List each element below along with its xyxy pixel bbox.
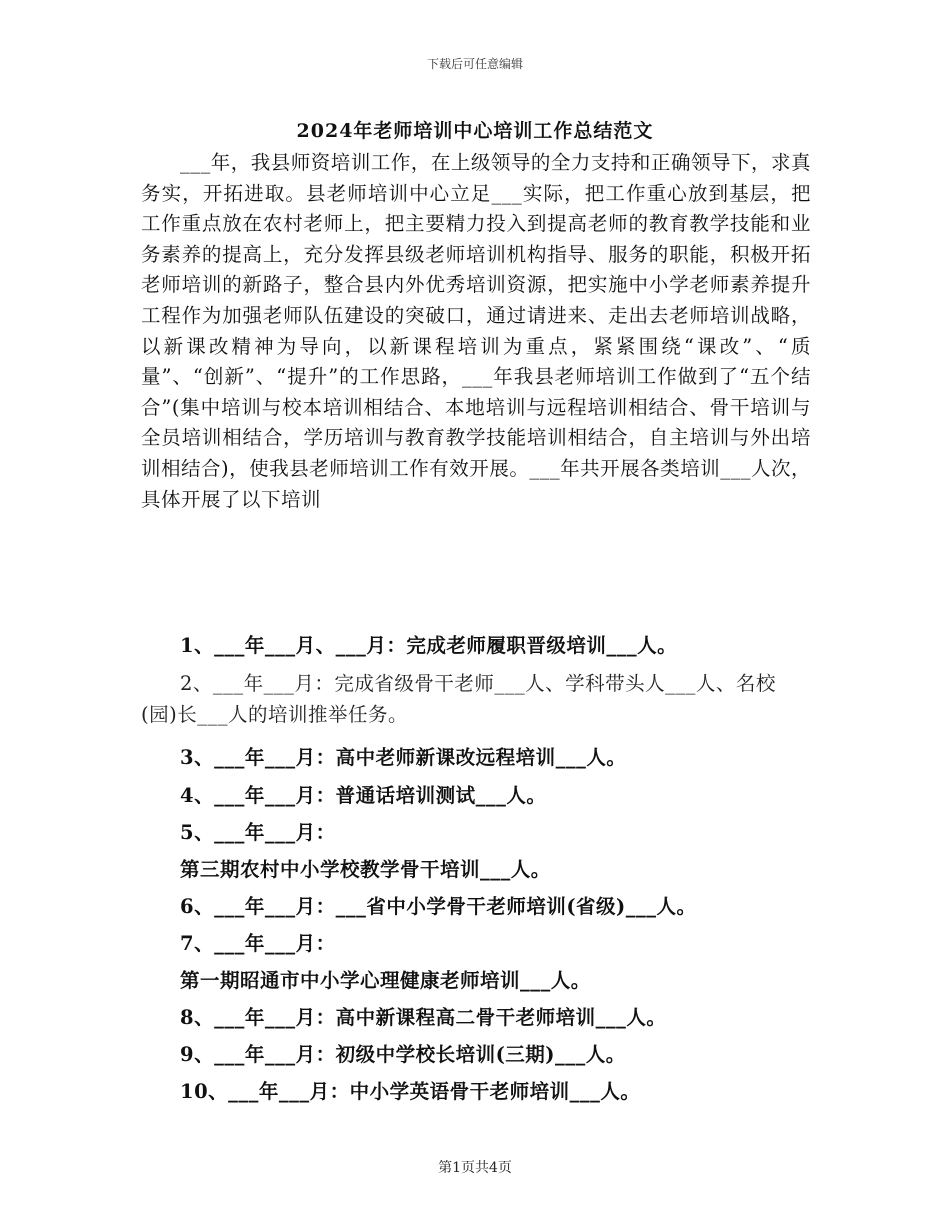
- list-item-subline: [141, 855, 811, 886]
- list-item: [141, 631, 811, 662]
- list-item-text: 4、___年___月：普通话培训测试___人。: [180, 784, 547, 807]
- list-item-subtext: 第三期农村中小学校教学骨干培训___人。: [180, 858, 551, 881]
- list-item-text: 7、___年___月：: [180, 932, 336, 955]
- header-note: 下载后可任意编辑: [426, 57, 523, 71]
- list-item-text: 3、___年___月：高中老师新课改远程培训___人。: [180, 746, 627, 769]
- list-item-text: 2、___年___月：完成省级骨干老师___人、学科带头人___人、名校(园)长___人的培训推举任务。: [141, 672, 776, 726]
- list-item: [141, 743, 811, 774]
- list-item-text: 5、___年___月：: [180, 821, 336, 844]
- list-item: [141, 929, 811, 960]
- page-number: 第1页共4页: [438, 1160, 512, 1176]
- list-item-subline: [141, 966, 811, 997]
- list-item: [141, 892, 811, 923]
- intro-paragraph: ___年，我县师资培训工作，在上级领导的全力支持和正确领导下，求真务实，开拓进取。县老师培训中心立足___实际，把工作重心放到基层，把工作重点放在农村老师上，把主要精力投入到提高老师的教育教学技能和业务素养的提高上，充分发挥县级老师培训机构指导、服务的职能，积极开拓老师培训的新路子，整合县内外优秀培训资源，把实施中小学老师素养提升工程作为加强老师队伍建设的突破口，通过请进来、走出去老师培训战略，以新课改精神为导向，以新课程培训为重点，紧紧围绕“课改”、“质量”、“创新”、“提升”的工作思路，___年我县老师培训工作做到了“五个结合”(集中培训与校本培训相结合、本地培训与远程培训相结合、骨干培训与全员培训相结合，学历培训与教育教学技能培训相结合，自主培训与外出培训相结合)，使我县老师培训工作有效开展。___年共开展各类培训___人次，具体开展了以下培训: [141, 151, 811, 511]
- list-item: [141, 1003, 811, 1034]
- list-item-text: 9、___年___月：初级中学校长培训(三期)___人。: [180, 1043, 626, 1066]
- list-item: [141, 781, 811, 812]
- list-item: [141, 669, 811, 730]
- list-item-subtext: 第一期昭通市中小学心理健康老师培训___人。: [180, 969, 591, 992]
- list-item: [141, 1040, 811, 1071]
- document-title: 2024年老师培训中心培训工作总结范文: [296, 120, 654, 142]
- list-item: [141, 818, 811, 849]
- list-item-text: 6、___年___月：___省中小学骨干老师培训(省级)___人。: [180, 895, 697, 918]
- list-item: [141, 1077, 811, 1108]
- list-item-text: 10、___年___月：中小学英语骨干老师培训___人。: [180, 1080, 641, 1103]
- list-item-text: 8、___年___月：高中新课程高二骨干老师培训___人。: [180, 1006, 667, 1029]
- list-item-text: 1、___年___月、___月：完成老师履职晋级培训___人。: [180, 634, 678, 657]
